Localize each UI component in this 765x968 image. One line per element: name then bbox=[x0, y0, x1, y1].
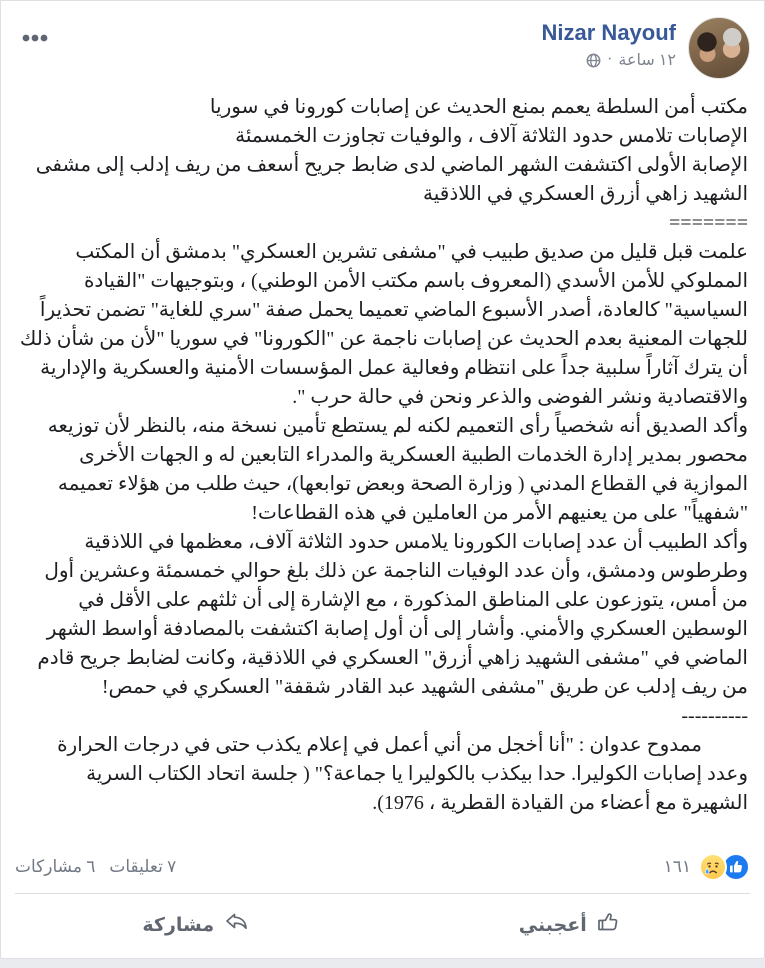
separator-line: ---------- bbox=[681, 705, 748, 727]
shares-count[interactable]: ٦ مشاركات bbox=[15, 857, 96, 876]
meta-separator: · bbox=[607, 51, 613, 68]
share-button-label: مشاركة bbox=[142, 914, 215, 936]
sad-reaction-icon bbox=[699, 853, 727, 881]
actions-row bbox=[1, 894, 764, 958]
like-button-label: أعجبني bbox=[518, 914, 587, 936]
reaction-count[interactable]: ١٦١ bbox=[663, 857, 691, 876]
post-paragraph: الإصابات تلامس حدود الثلاثة آلاف ، والوفيات تجاوزت الخمسمئة bbox=[235, 125, 748, 147]
share-button[interactable] bbox=[9, 900, 383, 950]
post-footer bbox=[1, 843, 764, 958]
author-name-link[interactable]: Nizar Nayouf bbox=[541, 20, 676, 45]
post-paragraph: ممدوح عدوان : "أنا أخجل من أني أعمل في إعلام يكذب حتى في درجات الحرارة وعدد إصابات الكوليرا. حدا بيكذب بالكوليرا يا جماعة؟" ( جلسة اتحاد الكتاب السرية الشهيرة مع أعضاء من القيادة القطرية ، 1976). bbox=[57, 734, 748, 814]
comments-count[interactable]: ٧ تعليقات bbox=[109, 857, 177, 876]
post-meta bbox=[542, 50, 676, 70]
like-button[interactable] bbox=[383, 900, 757, 950]
comments-shares bbox=[15, 857, 176, 877]
post-paragraph: الإصابة الأولى اكتشفت الشهر الماضي لدى ضابط جريح أسعف من ريف إدلب إلى مشفى الشهيد زاهي أزرق العسكري في اللاذقية bbox=[35, 154, 748, 205]
timestamp[interactable]: ١٢ ساعة bbox=[618, 52, 676, 69]
post-header bbox=[1, 1, 764, 85]
ellipsis-icon bbox=[21, 31, 49, 46]
reactions-row bbox=[1, 843, 764, 893]
avatar[interactable] bbox=[688, 17, 750, 79]
post-body bbox=[1, 85, 764, 818]
post-paragraph: وأكد الطبيب أن عدد إصابات الكورونا يلامس حدود الثلاثة آلاف، معظمها في اللاذقية وطرطوس ودمشق، وأن عدد الوفيات الناجمة عن ذلك بلغ حوالي خمسمئة وعشرين أول من أمس، يتوزعون على المناطق المذكورة ، مع الإشارة إلى أن ثلثهم على الأقل في الوسطين العسكري والأمني. وأشار إلى أن أول إصابة اكتشفت بالمصادفة أواسط الشهر الماضي في "مشفى الشهيد زاهي أزرق" العسكري في اللاذقية، وكانت لضابط جريح قادم من ريف إدلب عن طريق "مشفى الشهيد عبد القادر شقفة" العسكري في حمص! bbox=[37, 531, 748, 698]
reaction-icons[interactable] bbox=[699, 853, 750, 881]
page-background bbox=[0, 959, 765, 967]
share-arrow-icon bbox=[223, 910, 249, 940]
separator-line: ======= bbox=[669, 212, 748, 234]
post-paragraph: وأكد الصديق أنه شخصياً رأى التعميم لكنه لم يستطع تأمين نسخة منه، بالنظر لأن توزيعه محصور بمدير إدارة الخدمات الطبية العسكرية والمدراء التابعين له و الجهات الأخرى الموازية في القطاع المدني ( وزارة الصحة وبعض توابعها)، حيث طلب من هؤلاء تعميمه "شفهياً" على من يعنيهم الأمر من العاملين في هذه القطاعات! bbox=[47, 415, 748, 524]
post-paragraph: مكتب أمن السلطة يعمم بمنع الحديث عن إصابات كورونا في سوريا bbox=[209, 96, 748, 118]
more-options-button[interactable] bbox=[15, 27, 55, 50]
header-text bbox=[542, 17, 676, 70]
post-paragraph: علمت قبل قليل من صديق طبيب في "مشفى تشرين العسكري" بدمشق أن المكتب المملوكي للأمن الأسدي (المعروف باسم مكتب الأمن الوطني) ، وبتوجيهات "القيادة السياسية" كالعادة، أصدر الأسبوع الماضي تعميما يحمل صفة "سري للغاية" تضمن تحذيراً للجهات المعنية بعدم الحديث عن إصابات ناجمة عن "الكورونا" في سوريا "لأن من شأن ذلك أن يترك آثاراً سلبية جداً على انتظام وفعالية عمل المؤسسات الأمنية والعسكرية والإدارية والاقتصادية ونشر الفوضى والذعر ونحن في حالة حرب ". bbox=[19, 241, 748, 408]
globe-icon bbox=[586, 53, 601, 68]
thumbs-up-icon bbox=[596, 910, 620, 940]
